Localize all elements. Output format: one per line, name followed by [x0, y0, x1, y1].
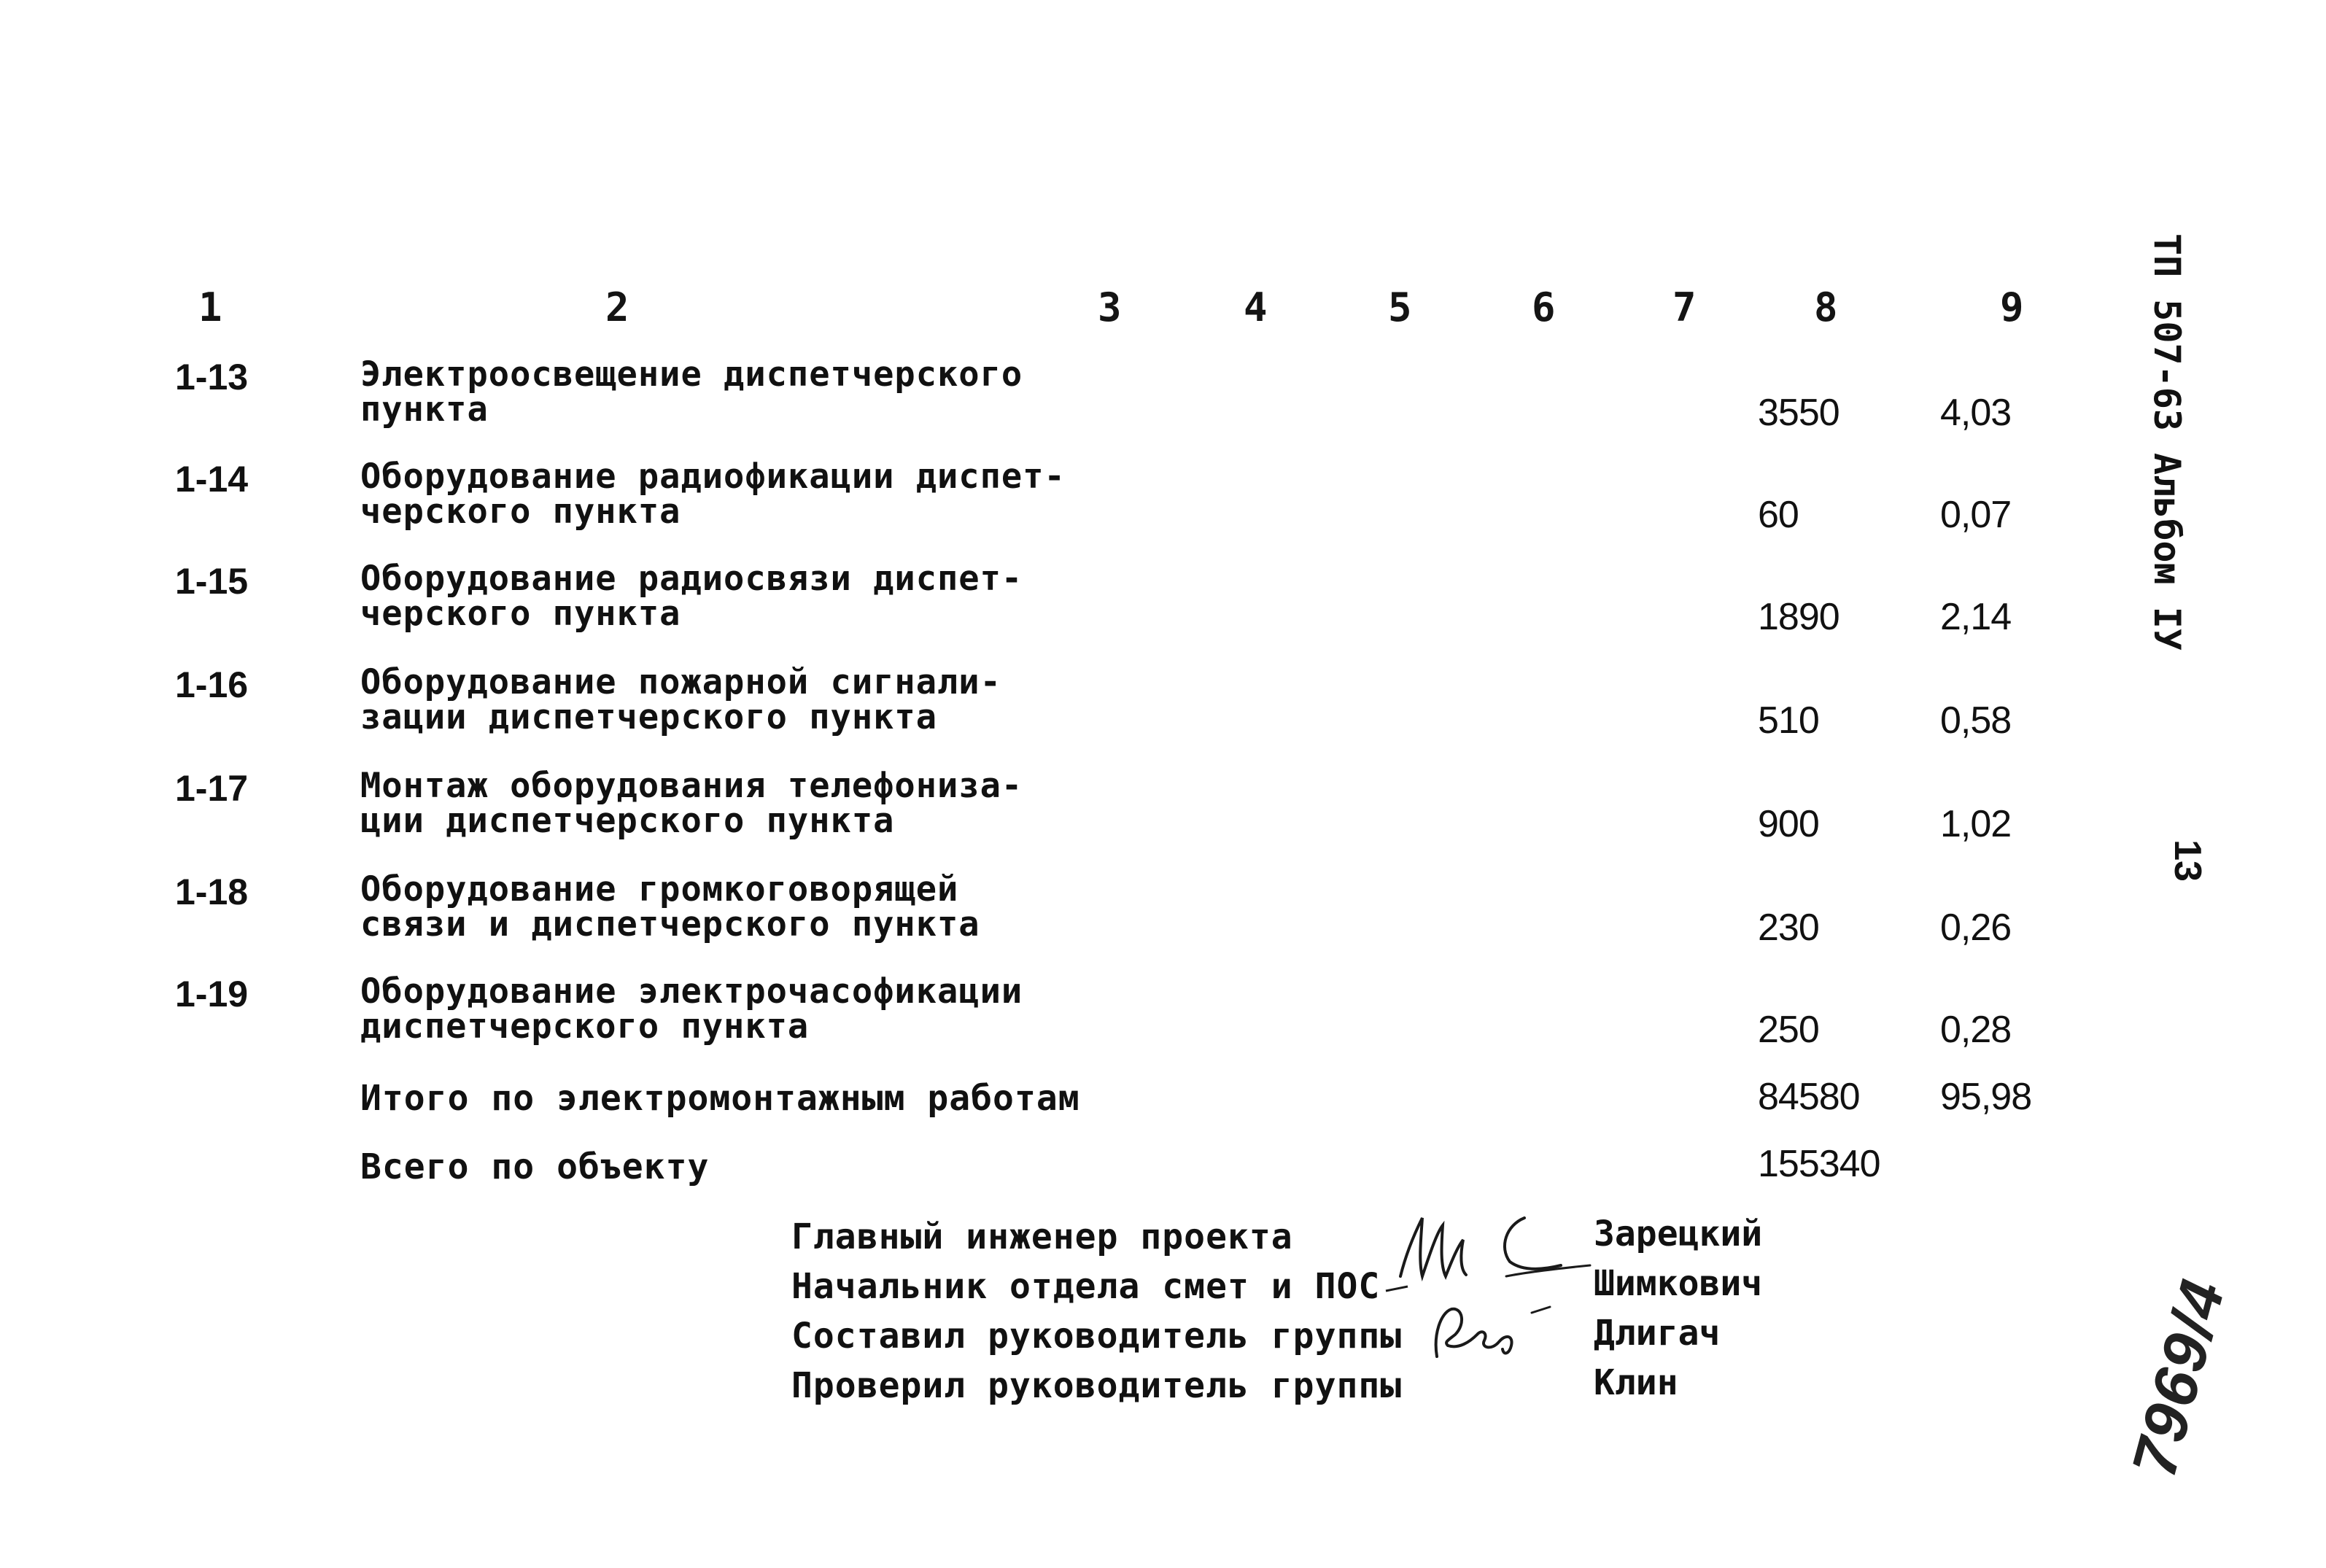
column-header-8: 8	[1814, 284, 1838, 330]
row-cost-value: 230	[1758, 907, 1819, 949]
signature-name-chief-engineer: Зарецкий	[1594, 1214, 1763, 1254]
handwritten-signature-1	[1379, 1196, 1597, 1298]
row-description-line: Оборудование громкоговорящей	[360, 869, 959, 909]
row-percent-value: 2,14	[1940, 596, 2012, 638]
row-cost-value: 250	[1758, 1009, 1819, 1051]
row-description	[360, 766, 1090, 841]
row-number: 1-19	[175, 974, 249, 1014]
row-description-line: связи и диспетчерского пункта	[360, 904, 980, 944]
electro-total-percent: 95,98	[1940, 1076, 2032, 1118]
electro-total-cost: 84580	[1758, 1076, 1860, 1118]
column-header-2: 2	[605, 284, 629, 330]
column-header-9: 9	[2000, 284, 2024, 330]
row-description	[360, 971, 1090, 1047]
signature-title-chief-engineer: Главный инженер проекта	[791, 1216, 1293, 1257]
row-cost-value: 510	[1758, 699, 1819, 742]
electro-total-label: Итого по электромонтажным работам	[360, 1078, 1080, 1119]
row-cost-value: 3550	[1758, 392, 1840, 434]
row-cost-value: 900	[1758, 803, 1819, 845]
document-code-vertical: ТП 507-63 Альбом IУ	[2146, 233, 2188, 651]
row-description-line: Монтаж оборудования телефониза-	[360, 766, 1023, 806]
object-total-label: Всего по объекту	[360, 1146, 710, 1187]
row-description-line: пункта	[360, 389, 489, 430]
row-description-line: Оборудование радиофикации диспет-	[360, 457, 1066, 497]
row-description-line: Оборудование пожарной сигнали-	[360, 662, 1001, 702]
signature-name-department-head: Шимкович	[1594, 1263, 1763, 1304]
row-percent-value: 0,58	[1940, 699, 2012, 742]
row-description-line: черского пункта	[360, 594, 681, 634]
signature-name-compiled-by: Длигач	[1594, 1313, 1721, 1354]
row-percent-value: 4,03	[1940, 392, 2012, 434]
row-percent-value: 0,28	[1940, 1009, 2012, 1051]
row-percent-value: 0,07	[1940, 494, 2012, 536]
handwritten-stamp-number: 7969/4	[2119, 1272, 2238, 1484]
signature-title-department-head: Начальник отдела смет и ПОС	[791, 1266, 1381, 1307]
row-number: 1-17	[175, 768, 249, 809]
row-cost-value: 1890	[1758, 596, 1840, 638]
column-header-6: 6	[1532, 284, 1556, 330]
column-header-7: 7	[1672, 284, 1697, 330]
column-header-3: 3	[1098, 284, 1122, 330]
row-description-line: Оборудование электрочасофикации	[360, 971, 1023, 1012]
handwritten-signature-2	[1422, 1291, 1597, 1371]
column-header-4: 4	[1244, 284, 1268, 330]
signature-name-checked-by: Клин	[1594, 1362, 1678, 1403]
row-number: 1-16	[175, 664, 249, 705]
row-description	[360, 662, 1090, 737]
row-description-line: диспетчерского пункта	[360, 1006, 810, 1047]
signature-title-compiled-by: Составил руководитель группы	[791, 1316, 1403, 1357]
row-cost-value: 60	[1758, 494, 1799, 536]
row-description-line: Электроосвещение диспетчерского	[360, 354, 1023, 395]
row-description	[360, 869, 1090, 944]
row-number: 1-14	[175, 459, 249, 500]
page-number: 13	[2166, 839, 2209, 882]
row-description	[360, 457, 1090, 532]
signature-title-checked-by: Проверил руководитель группы	[791, 1365, 1403, 1406]
row-number: 1-15	[175, 561, 249, 602]
row-description-line: зации диспетчерского пункта	[360, 697, 938, 737]
row-description	[360, 559, 1090, 634]
row-description-line: Оборудование радиосвязи диспет-	[360, 559, 1023, 599]
row-percent-value: 1,02	[1940, 803, 2012, 845]
row-description-line: ции диспетчерского пункта	[360, 801, 895, 841]
row-number: 1-18	[175, 872, 249, 912]
row-description-line: черского пункта	[360, 492, 681, 532]
row-description	[360, 354, 1090, 430]
column-header-5: 5	[1388, 284, 1412, 330]
row-number: 1-13	[175, 357, 249, 397]
column-header-1: 1	[198, 284, 222, 330]
object-total-cost: 155340	[1758, 1143, 1880, 1185]
row-percent-value: 0,26	[1940, 907, 2012, 949]
